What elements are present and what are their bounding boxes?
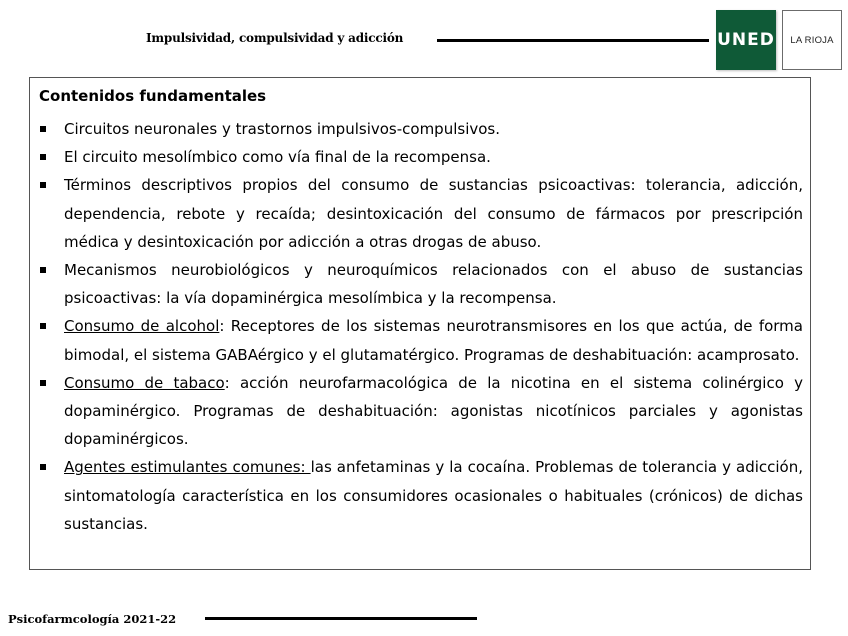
bullet-icon [40, 182, 46, 188]
item-text: El circuito mesolímbico como vía final de la recompensa. [64, 148, 491, 167]
list-item [39, 171, 803, 256]
item-text: las anfetaminas y la cocaína. Problemas de tolerancia y adicción, sintomatología característica en los consumidores ocasionales o habituales (crónicos) de dichas sustancias. [64, 458, 803, 533]
item-lead: Agentes estimulantes comunes: [64, 458, 311, 477]
uned-logo [716, 10, 776, 70]
item-lead: Consumo de alcohol [64, 317, 220, 336]
bullet-icon [40, 323, 46, 329]
topics-list [39, 115, 803, 538]
footer-rule [205, 617, 477, 620]
bullet-icon [40, 267, 46, 273]
list-item [39, 453, 803, 538]
header-rule [437, 39, 709, 42]
contents-box [29, 77, 811, 570]
item-text: : acción neurofarmacológica de la nicotina en el sistema colinérgico y dopaminérgico. Programas de deshabituación: agonistas nicotínicos parciales y agonistas dopaminérgicos. [64, 373, 803, 449]
bullet-icon [40, 126, 46, 132]
header-title: Impulsividad, compulsividad y adicción [146, 31, 404, 45]
item-text: Mecanismos neurobiológicos y neuroquímicos relacionados con el abuso de sustancias psicoactivas: la vía dopaminérgica mesolímbica y la recompensa. [64, 261, 803, 308]
list-item [39, 256, 803, 312]
list-item [39, 143, 803, 171]
list-item [39, 369, 803, 454]
footer-text: Psicofarmcología 2021-22 [8, 612, 177, 626]
item-text: Términos descriptivos propios del consumo de sustancias psicoactivas: tolerancia, adicción, dependencia, rebote y recaída; desintoxicación del consumo de fármacos por prescripción médica y desintoxicación por adicción a otras drogas de abuso. [64, 176, 803, 251]
section-title: Contenidos fundamentales [39, 87, 267, 105]
list-item [39, 312, 803, 368]
item-text: Circuitos neuronales y trastornos impulsivos-compulsivos. [64, 120, 500, 138]
list-item [39, 115, 803, 143]
la-rioja-logo-text: LA RIOJA [790, 34, 834, 46]
la-rioja-logo [782, 10, 842, 70]
bullet-icon [40, 464, 46, 470]
item-text: : Receptores de los sistemas neurotransmisores en los que actúa, de forma bimodal, el sistema GABAérgico y el glutamatérgico. Programas de deshabituación: acamprosato. [64, 317, 803, 364]
bullet-icon [40, 380, 46, 386]
uned-logo-text: UNED [717, 30, 775, 50]
item-lead: Consumo de tabaco [64, 373, 225, 392]
bullet-icon [40, 154, 46, 160]
